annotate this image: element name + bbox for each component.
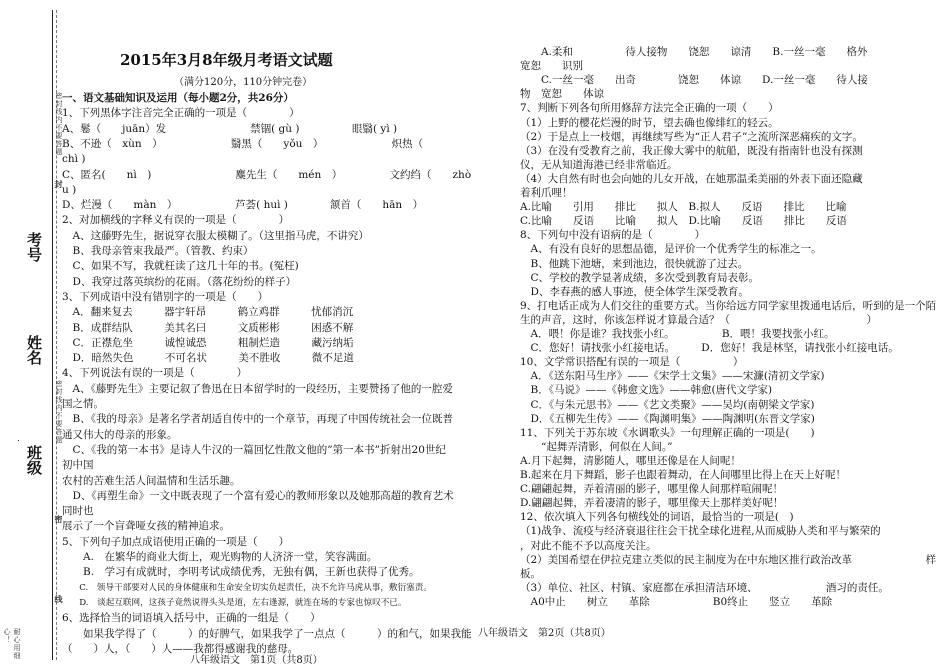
text-line: C．您好！请找张小红接电话。 D．您好！我是林坚，请找张小红接电话。 xyxy=(520,342,899,355)
text-line: 9、打电话正成为人们交往的重要方式。当你给远方同学家里拨通电话后，听到的是一个陌 xyxy=(520,299,937,312)
text-line: 一、语文基础知识及运用（每小题2分，共26分） xyxy=(62,92,294,104)
text-line: A. 在繁华的商业大街上，观光购物的人济济一堂，笑容满面。 xyxy=(62,551,378,563)
text-line: “起舞弄清影，何似在人间。” xyxy=(520,440,673,453)
text-line: 12、依次填入下列各句横线处的词语，最恰当的一项是( ) xyxy=(520,511,794,524)
seal-char-1: 封 xyxy=(54,180,64,189)
text-line: A.柔和 待人接物 饶恕 谅清 B.一丝一毫 格外 xyxy=(520,46,868,58)
text-line: C、《我的第一本书》是诗人牛汉的一篇回忆性散文他的”第一本书”折射出20世纪 xyxy=(62,443,446,456)
seal-char-2: 线 xyxy=(54,595,64,604)
text-line: A0中止 树立 革除 B0终止 竖立 革除 xyxy=(520,595,833,608)
seal-note-top: 密封线内不要答题 xyxy=(55,92,63,156)
text-line: 着利爪哩！ xyxy=(520,187,573,199)
text-line: A、鬈（ juān）发 禁锢( gù ) 眼翳( yì ) xyxy=(62,122,398,135)
right-footer: 八年级语文 第2页（共8页） xyxy=(478,628,611,639)
text-line: （1）上野的樱花烂漫的时节，望去确也像绯红的轻云。 xyxy=(520,116,779,129)
text-line: 仪，无从知道海港已经非常临近。 xyxy=(520,158,678,171)
text-line: 通又伟大的母亲的形象。 xyxy=(62,428,178,441)
seal-note-middle: 密封线内不要答题 xyxy=(55,380,63,444)
text-line: 板。 xyxy=(520,567,541,580)
text-line: B．成群结队 美其名曰 文质彬彬 困惑不解 xyxy=(62,321,354,334)
left-page xyxy=(62,0,472,671)
text-line: B、我母亲管束我最严。（管教、约束） xyxy=(62,245,254,257)
text-line: 1、下列黑体字注音完全正确的一项是（ ） xyxy=(62,107,300,120)
text-line: （2）于是点上一枝烟，再继续写些为“正人君子”之流所深恶痛疾的文字。 xyxy=(520,130,863,143)
text-line: 如果我学得了（ ）的好脾气，如果我学了一点点（ ）的和气，如果我能 xyxy=(62,627,472,640)
exam-title: 2015年3月8年级月考语文试题 xyxy=(120,51,333,69)
text-line: D．暗然失色 不可名状 美不胜收 微不足道 xyxy=(62,352,354,365)
text-line: D、《再塑生命》一文中既表现了一个富有爱心的教师形象以及她那高超的教育艺术 xyxy=(62,489,454,502)
text-line: 物 宽恕 体谅 xyxy=(520,88,604,101)
class-label: 班级 xyxy=(25,445,43,475)
text-line: （1)战争、流疫与经济衰退往往会干扰全球化进程,从而威胁人类和平与繁荣的 xyxy=(520,525,881,538)
text-line: （4）大自然有时也会向她的儿女开战，在她那温柔美丽的外表下面还隐藏 xyxy=(520,172,863,185)
text-line: C. 领导干部要对人民的身体健康和生命安全切实负起责任，决不允许马虎从事，敷衍塞责。 xyxy=(62,582,432,593)
text-line: 7、判断下列各句所用修辞方法完全正确的一项（ ） xyxy=(520,102,779,115)
text-line: u ) xyxy=(62,183,77,196)
text-line: A.月下起舞，清影随人，哪里还像是在人间呢！ xyxy=(520,454,741,467)
text-line: （3）在没有受教育之前，我正像大雾中的航船，既没有指南针也没有探测 xyxy=(520,144,863,157)
text-line: 生的声音，这时，你该怎样说才算最合适？（ ） xyxy=(520,313,877,326)
margin-border-line xyxy=(52,10,53,660)
text-line: A、《藤野先生》主要记叙了鲁迅在日本留学时的一段经历，主要赞扬了他的一腔爱 xyxy=(62,382,453,395)
text-line: C．《与朱元思书》——《艺文类聚》——吴均(南朝梁文学家) xyxy=(520,398,815,411)
text-line: D、我穿过落英缤纷的花雨。（落花纷纷的样子） xyxy=(62,275,297,288)
text-line: D.翩翩起舞，弄着凄清的影子，哪里像天上那样美好呢！ xyxy=(520,497,784,510)
text-line: 农村的苦难生活人间温情和生活乐趣。 xyxy=(62,474,241,487)
text-line: （ ）人，（ ）人——我都得感谢我的慈母。 xyxy=(62,642,299,655)
text-line: 3、下列成语中没有错别字的一项是（ ） xyxy=(62,290,269,303)
text-line: C、学校的教学显著成绩，多次受到教育局表彰。 xyxy=(520,271,760,284)
text-line: C.翩翩起舞，弄着清丽的影子，哪里像人间那样喧闹呢！ xyxy=(520,483,783,496)
text-line: （3）单位、社区、村镇、家庭都在承担清洁环境、 酒习的责任。 xyxy=(520,581,889,594)
text-line: A．喂！你是谁？我找张小红。 B．喂！我要找张小红。 xyxy=(520,328,835,340)
text-line: （2）美国希望在伊拉克建立类似的民主制度为在中东地区推行政治改革 样 xyxy=(520,553,937,566)
text-line: 2、对加横线的字释义有误的一项是（ ） xyxy=(62,214,290,227)
text-line: B.起来在月下舞蹈，影子也跟着舞动，在人间哪里比得上在天上好呢！ xyxy=(520,469,847,481)
text-line: B. 学习有成就时，李明考试成绩优秀，无独有偶，王新也获得了优秀。 xyxy=(62,566,420,579)
text-line: chì ) xyxy=(62,153,86,166)
text-line: 11、下列关于苏东坡《水调歌头》一句理解正确的一项是( ) xyxy=(520,426,815,439)
text-line: B、他跳下池塘，来到池边，很快就游了过去。 xyxy=(520,257,749,270)
text-line: C．正襟危坐 诚惶诚恐 粗制烂造 藏污纳垢 xyxy=(62,336,354,349)
text-line: A、有没有良好的思想品德，是评价一个优秀学生的标准之一。 xyxy=(520,243,822,256)
text-line: A．翻来复去 器宇轩昂 鹤立鸡群 忧郁消沉 xyxy=(62,306,354,319)
text-line: 宽恕 识别 xyxy=(520,60,583,73)
text-line: A.比喻 引用 排比 拟人 B.拟人 反语 排比 比喻 xyxy=(520,201,847,214)
text-line: D. 谈起互联网，这孩子竟然说得头头是道，左右逢源，就连在场的专家也惊叹不已。 xyxy=(62,597,407,608)
left-footer: 八年级语文 第1页（共8页） xyxy=(190,655,323,666)
text-line: 国之情。 xyxy=(62,398,104,410)
text-line: B、《我的母亲》是著名学者胡适自传中的一个章节，再现了中国传统社会一位既普 xyxy=(62,413,453,426)
text-line: C、匿名( nì ) 麋先生（ mén ） 文约绉（ zhò xyxy=(62,168,472,181)
text-line: A、这藤野先生，据说穿衣服太模糊了。（这里指马虎，不讲究） xyxy=(62,229,369,242)
text-line: D．《五柳先生传》——《陶渊明集》——陶渊明(东晋文学家) xyxy=(520,412,815,425)
seal-char-0: 密 xyxy=(54,515,64,524)
text-line: B．《马说》——《韩愈文选》——韩愈(唐代文学家) xyxy=(520,384,773,397)
text-line: 6、选择恰当的词语填入括号中，正确的一组是（ ） xyxy=(62,612,321,625)
exam-subtitle: （满分120分，110分钟完卷） xyxy=(174,77,313,88)
text-line: 10、文学常识搭配有误的一项是（ ） xyxy=(520,356,744,369)
text-line: D、李春燕的感人事迹，使全体学生深受教育。 xyxy=(520,285,749,298)
text-line: ，对此不能不予以高度关注。 xyxy=(520,539,657,552)
text-line: 8、下列句中没有语病的是（ ） xyxy=(520,229,706,242)
text-line: 展示了一个盲聋哑女孩的精神追求。 xyxy=(62,520,230,533)
text-line: 4、下列说法有误的一项是（ ） xyxy=(62,367,248,380)
text-line: 初中国 xyxy=(62,459,94,472)
name-label: 姓名 xyxy=(25,335,43,365)
text-line: 同时也 xyxy=(62,505,94,518)
text-line: A．《送东阳马生序》——《宋学士文集》——宋濂(清初文学家) xyxy=(520,370,825,383)
text-line: C.比喻 反语 比喻 拟人 D.比喻 反语 排比 反语 xyxy=(520,215,847,228)
right-page xyxy=(478,0,940,671)
number-label: 考号 xyxy=(25,232,43,262)
text-line: C.一丝一毫 出奇 饶恕 体谅 D.一丝一毫 待人接 xyxy=(520,74,868,87)
binding-margin xyxy=(0,0,62,671)
text-line: B、不逊（ xùn ） 翳黑（ yǒu ） 炽热（ xyxy=(62,137,424,150)
text-line: 5、下列句子加点成语使用正确的一项是（ ） xyxy=(62,535,290,548)
text-line: C、如果不写，我就枉读了这几十年的书。(冤枉) xyxy=(62,260,299,273)
corner-note: 耐心用细心！ xyxy=(3,628,21,660)
text-line: D、烂漫（ màn ） 芦荟( huì ) 颔首（ hān ） xyxy=(62,199,424,212)
